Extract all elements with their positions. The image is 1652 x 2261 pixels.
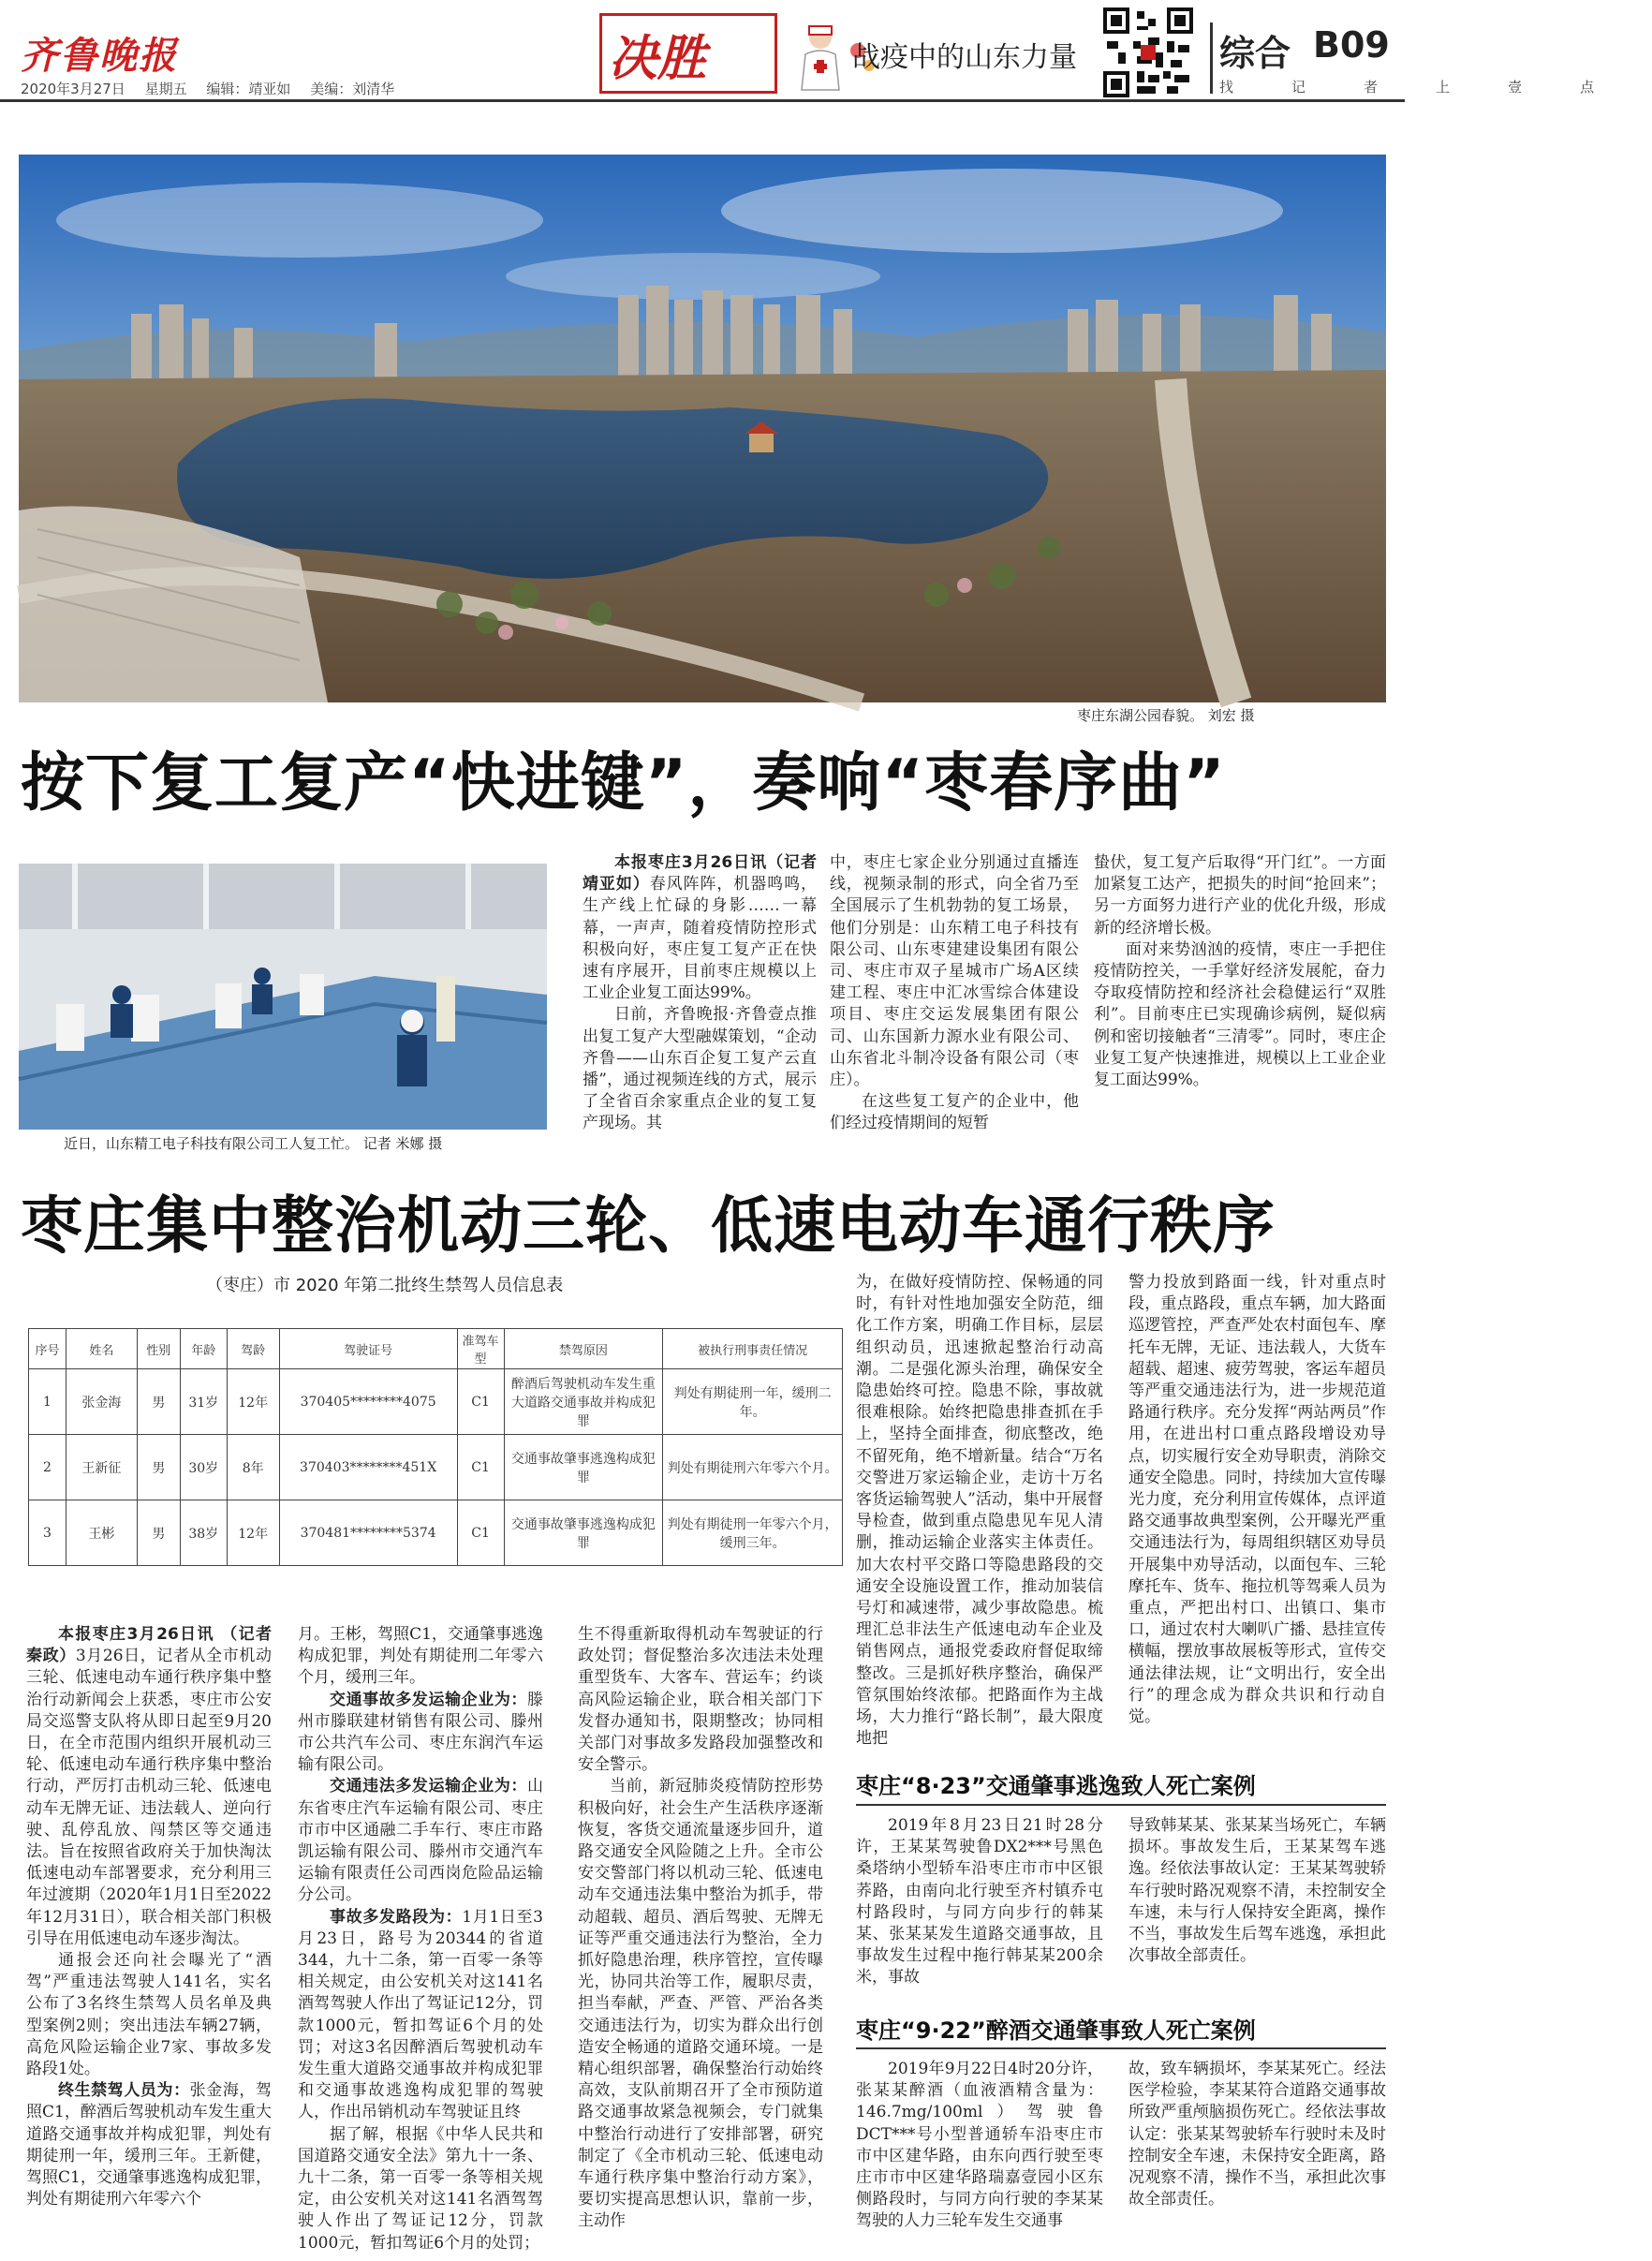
hero-caption: 枣庄东湖公园春貌。 刘宏 摄	[1077, 707, 1255, 724]
paragraph-text: 蛰伏，复工复产后取得“开门红”。一方面加紧复工达产，把损失的时间“抢回来”；另一方面努力进行产业的优化升级，形成新的经济增长极。	[1094, 853, 1386, 938]
paragraph-lead: 本报枣庄3月26日讯（记者 靖亚如）	[583, 853, 817, 894]
issue-weekday: 星期五	[144, 81, 187, 97]
case-1-title: 枣庄“8·23”交通肇事逃逸致人死亡案例	[856, 1773, 1256, 1799]
article-2-column-2	[298, 1624, 543, 2254]
section-divider	[1210, 22, 1213, 94]
masthead-rule	[0, 99, 1405, 102]
paragraph-lead: 交通事故多发运输企业为：	[330, 1690, 527, 1709]
paragraph	[26, 1624, 272, 1950]
table-cell: 王彬	[66, 1500, 137, 1566]
table-header-cell: 序号	[29, 1329, 66, 1369]
case-2-rule	[856, 2047, 1386, 2049]
table-header-cell: 驾龄	[227, 1329, 279, 1369]
paragraph	[578, 1624, 823, 1776]
table-header-cell: 年龄	[180, 1329, 227, 1369]
table-cell: 12年	[227, 1369, 279, 1435]
lake-park-image	[19, 155, 1386, 702]
article-1-column-3	[1094, 852, 1386, 1091]
paragraph-text: 春风阵阵，机器鸣鸣，生产线上忙碌的身影……一幕幕，一声声，随着疫情防控形式积极向好，枣庄复工复产正在快速有序展开，目前枣庄规模以上工业企业复工面达99%。	[583, 875, 818, 1003]
paragraph-lead: 终生禁驾人员为：	[58, 2081, 190, 2101]
case-2-left: 2019年9月22日4时20分许，张某某醉酒（血液酒精含量为：146.7mg/100ml）驾驶鲁DCT***号小型普通轿车沿枣庄市市中区建华路，由东向西行驶至枣庄市市中区建华路瑞嘉壹园小区东侧路段时，与同方向行驶的李某某驾驶的人力三轮车发生交通事	[856, 2060, 1103, 2231]
table-cell: 12年	[227, 1500, 279, 1566]
paragraph-text: 警力投放到路面一线，针对重点时段，重点路段，重点车辆，加大路面巡逻管控，严查严处农村面包车、摩托车无牌，无证、违法载人，大货车超载、超速、疲劳驾驶，客运车超员等严重交通违法行为，进一步规范道路通行秩序。充分发挥“两站两员”作用，在进出村口重点路段增设劝导点，切实履行安全劝导职责，消除交通安全隐患。同时，持续加大宣传曝光力度，充分利用宣传媒体，点评道路交通事故典型案例，公开曝光严重交通违法行为，每周组织辖区劝导员开展集中劝导活动，以面包车、三轮摩托车、货车、拖拉机等驾乘人员为重点，严把出村口、出镇口、集市口，通过农村大喇叭广播、悬挂宣传横幅，摆放事故展板等形式，宣传交通法律法规，让“文明出行，安全出行”的理念成为群众共识和行动自觉。	[1128, 1273, 1386, 1727]
factory-photo	[19, 864, 547, 1130]
article-1-column-2	[830, 852, 1079, 1135]
paragraph-text: 生不得重新取得机动车驾驶证的行政处罚；督促整治多次违法未处理重型货车、大客车、营运车；约谈高风险运输企业，联合相关部门下发督办通知书，限期整改；协同相关部门对事故多发路段加强整改和安全警示。	[578, 1625, 823, 1775]
article-2-headline: 枣庄集中整治机动三轮、低速电动车通行秩序	[21, 1190, 1276, 1262]
paragraph-text: 中，枣庄七家企业分别通过直播连线，视频录制的形式，向全省乃至全国展示了生机勃勃的复工场景，他们分别是：山东精工电子科技有限公司、山东枣建建设集团有限公司、枣庄市双子星城市广场A区续建工程、枣庄中汇冰雪综合体建设项目、枣庄交运发展集团有限公司、山东国新力源水业有限公司、山东省北斗制冷设备有限公司（枣庄）。	[830, 853, 1079, 1090]
paragraph	[1094, 852, 1386, 939]
paragraph	[1128, 1272, 1386, 1728]
section-slogan: 找 记 者 上 壹 点	[1219, 79, 1595, 96]
table-cell: 交通事故肇事逃逸构成犯罪	[504, 1500, 663, 1566]
table-cell: C1	[457, 1369, 504, 1435]
table-row	[29, 1500, 843, 1566]
table-row	[29, 1369, 843, 1435]
article-2-column-4	[856, 1272, 1103, 1750]
page-number: B09	[1313, 24, 1390, 66]
table-cell: 30岁	[180, 1435, 227, 1500]
table-cell: 张金海	[66, 1369, 137, 1435]
paragraph-text: 为，在做好疫情防控、保畅通的同时，有针对性地加强安全防范，细化工作方案，明确工作目标，层层组织动员，迅速掀起整治行动高潮。二是强化源头治理，确保安全隐患始终可控。隐患不除，事故就很难根除。始终把隐患排查抓在手上，坚持全面排查，彻底整改，绝不留死角，绝不增新量。结合“万名交警进万家运输企业，走访十万名客货运输驾驶人”活动，集中开展督导检查，做到重点隐患见车见人清删，推动运输企业落实主体责任。加大农村平交路口等隐患路段的交通安全设施设置工作，推动加装信号灯和减速带，减少事故隐患。梳理汇总非法生产低速电动车企业及销售网点，通报党委政府督促取缔整改。三是抓好秩序整治，确保严管氛围始终浓郁。把路面作为主战场，大力推行“路长制”，最大限度地把	[856, 1273, 1103, 1749]
article-1-column-1	[583, 852, 817, 1135]
paragraph	[298, 1776, 543, 1906]
banner-word: 决胜	[609, 30, 707, 87]
table-row	[29, 1435, 843, 1500]
banned-drivers-table	[28, 1328, 843, 1566]
paragraph-text: 在这些复工复产的企业中，他们经过疫情期间的短暂	[830, 1092, 1079, 1133]
table-cell: 31岁	[180, 1369, 227, 1435]
issue-meta	[21, 79, 409, 98]
case-1-left: 2019年8月23日21时28分许，王某某驾驶鲁DX2***号黑色桑塔纳小型轿车沿枣庄市市中区银荞路，由南向北行驶至齐村镇乔屯村路段时，与同方向步行的韩某某、张某某发生道路交通事故，且事故发生过程中拖行韩某某200余米，事故	[856, 1816, 1103, 1988]
newspaper-logo: 齐鲁晚报	[21, 34, 178, 78]
paragraph-text: 山东省枣庄汽车运输有限公司、枣庄市市中区通融二手车行、枣庄市路凯运输有限公司、滕州市交通汽车运输有限责任公司西岗危险品运输分公司。	[298, 1777, 543, 1905]
qr-code-icon	[1103, 7, 1193, 97]
paragraph	[298, 1907, 543, 2124]
paragraph-text: 据了解，根据《中华人民共和国道路交通安全法》第九十一条、九十二条，第一百零一条等相关规定，由公安机关对这141名酒驾驾驶人作出了驾证记12分，罚款1000元，暂扣驾证6个月的处罚；	[298, 2124, 543, 2253]
section-name: 综合	[1219, 33, 1291, 74]
table-cell: 男	[137, 1500, 180, 1566]
paragraph	[830, 852, 1079, 1091]
table-cell: 交通事故肇事逃逸构成犯罪	[504, 1435, 663, 1500]
paragraph-text: 3月26日，记者从全市机动三轮、低速电动车通行秩序集中整治行动新闻会上获悉，枣庄市公安局交巡警支队将从即日起至9月20日，在全市范围内组织开展机动三轮、低速电动车通行秩序集中整治行动，严厉打击机动三轮、低速电动车无牌无证、违法载人、逆向行驶、乱停乱放、闯禁区等交通违法。旨在按照省政府关于加快淘汰低速电动车部署要求，充分利用三年过渡期（2020年1月1日至2022年12月31日），联合相关部门积极引导在用低速电动车逐步淘汰。	[26, 1647, 273, 1948]
paragraph	[298, 1690, 543, 1777]
issue-date: 2020年3月27日	[21, 81, 125, 97]
paragraph-text: 1月1日至3月23日，路号为20344的省道344，九十二条，第一百零一条等相关规定，由公安机关对这141名酒驾驾驶人作出了驾证记12分，罚款1000元，暂扣驾证6个月的处罚；对这3名因醉酒后驾驶机动车发生重大道路交通事故并构成犯罪和交通事故逃逸构成犯罪的驾驶人，作出吊销机动车驾驶证且终	[298, 1907, 544, 2122]
paragraph	[298, 1624, 543, 1690]
table-header-cell: 禁驾原因	[504, 1329, 663, 1369]
paragraph	[1094, 939, 1386, 1091]
paragraph	[26, 2080, 272, 2210]
case-2-title: 枣庄“9·22”醉酒交通肇事致人死亡案例	[856, 2017, 1256, 2044]
case-1-right: 导致韩某某、张某某当场死亡，车辆损坏。事故发生后，王某某驾车逃逸。经依法事故认定：王某某驾驶轿车行驶时路况观察不清，未控制安全车速，未与行人保持安全距离，操作不当，事故发生后驾车逃逸，承担此次事故全部责任。	[1128, 1816, 1386, 1966]
paragraph	[26, 1950, 272, 2080]
table-cell: 王新征	[66, 1435, 137, 1500]
paragraph	[298, 2124, 543, 2254]
table-cell: 370403********451X	[279, 1435, 457, 1500]
article-2-column-1	[26, 1624, 272, 2210]
masthead	[0, 0, 1595, 103]
editor-credit: 编辑：靖亚如	[206, 81, 291, 97]
section-box	[1210, 17, 1595, 99]
article-2-column-5	[1128, 1272, 1386, 1728]
table-header-cell: 被执行刑事责任情况	[663, 1329, 843, 1369]
paragraph-text: 日前，齐鲁晚报·齐鲁壹点推出复工复产大型融媒策划，“企动齐鲁——山东百企复工复产云直播”，通过视频连线的方式，展示了全省百余家重点企业的复工复产现场。其	[583, 1005, 817, 1133]
table-header-cell: 性别	[137, 1329, 180, 1369]
paragraph	[830, 1091, 1079, 1134]
paragraph-text: 张金海，驾照C1，醉酒后驾驶机动车发生重大道路交通事故并构成犯罪，判处有期徒刑一年，缓刑三年。王新健，驾照C1，交通肇事逃逸构成犯罪，判处有期徒刑六年零六个	[26, 2081, 273, 2209]
article-1-headline: 按下复工复产“快进键”，奏响“枣春序曲”	[21, 746, 1226, 820]
table-cell: 判处有期徒刑一年零六个月，缓刑三年。	[663, 1500, 843, 1566]
table-cell: 370405********4075	[279, 1369, 457, 1435]
paragraph-lead: 交通违法多发运输企业为：	[330, 1777, 527, 1796]
paragraph-text: 当前，新冠肺炎疫情防控形势积极向好，社会生产生活秩序逐渐恢复，客货交通流量逐步回升，道路交通安全风险随之上升。全市公安交警部门将以机动三轮、低速电动车交通违法集中整治为抓手，带动超载、超员、酒后驾驶、无牌无证等严重交通违法行为整治，全力抓好隐患治理，秩序管控，宣传曝光，协同共治等工作，履职尽责，担当奉献，严查、严管、严治各类交通违法行为，切实为群众出行创造安全畅通的道路交通环境。一是精心组织部署，确保整治行动始终高效，支队前期召开了全市预防道路交通事故紧急视频会，专门就集中整治行动进行了安排部署，研究制定了《全市机动三轮、低速电动车通行秩序集中整治行动方案》，要切实提高思想认识，靠前一步，主动作	[578, 1777, 823, 2231]
table-header-cell: 驾驶证号	[279, 1329, 457, 1369]
table-cell: 男	[137, 1369, 180, 1435]
paragraph	[583, 852, 817, 1004]
table-title: （枣庄）市 2020 年第二批终生禁驾人员信息表	[206, 1276, 564, 1295]
table-cell: 38岁	[180, 1500, 227, 1566]
paragraph-text: 月。王彬，驾照C1，交通肇事逃逸构成犯罪，判处有期徒刑二年零六个月，缓刑三年。	[298, 1625, 543, 1688]
table-header-cell: 姓名	[66, 1329, 137, 1369]
table-cell: C1	[457, 1500, 504, 1566]
table-cell: 8年	[227, 1435, 279, 1500]
table-cell: C1	[457, 1435, 504, 1500]
table-cell: 醉酒后驾驶机动车发生重大道路交通事故并构成犯罪	[504, 1369, 663, 1435]
table-cell: 判处有期徒刑六年零六个月。	[663, 1435, 843, 1500]
paragraph	[578, 1776, 823, 2232]
feature-banner	[599, 13, 1086, 94]
case-1-rule	[856, 1804, 1386, 1806]
table-cell: 3	[29, 1500, 66, 1566]
table-header-cell: 准驾车型	[457, 1329, 504, 1369]
factory-photo-caption: 近日，山东精工电子科技有限公司工人复工忙。 记者 米娜 摄	[64, 1135, 443, 1152]
paragraph	[583, 1004, 817, 1134]
designer-credit: 美编：刘清华	[310, 81, 395, 97]
table-cell: 1	[29, 1369, 66, 1435]
paragraph-text: 面对来势汹汹的疫情，枣庄一手把住疫情防控关，一手掌好经济发展舵，奋力夺取疫情防控和经济社会稳健运行“双胜利”。目前枣庄已实现确诊病例，疑似病例和密切接触者“三清零”。同时，枣庄企业复工复产快速推进，规模以上工业企业复工面达99%。	[1094, 939, 1386, 1090]
table-cell: 判处有期徒刑一年，缓刑二年。	[663, 1369, 843, 1435]
table-cell: 男	[137, 1435, 180, 1500]
factory-image	[19, 864, 547, 1130]
hero-photo	[19, 155, 1386, 702]
paragraph-text: 通报会还向社会曝光了“酒驾”严重违法驾驶人141名，实名公布了3名终生禁驾人员名单及典型案例2则；突出违法车辆27辆，高危风险运输企业7家、事故多发路段1处。	[26, 1951, 272, 2079]
table-cell: 2	[29, 1435, 66, 1500]
article-2-column-3	[578, 1624, 823, 2233]
paragraph-text: 滕州市滕联建材销售有限公司、滕州市公共汽车公司、枣庄东润汽车运输有限公司。	[298, 1690, 543, 1775]
paragraph-lead: 本报枣庄3月26日讯 （记者 秦政）	[26, 1625, 272, 1666]
table-cell: 370481********5374	[279, 1500, 457, 1566]
paragraph	[856, 1272, 1103, 1750]
paragraph-lead: 事故多发路段为：	[330, 1907, 463, 1927]
banner-subtitle: 战疫中的山东力量	[852, 41, 1077, 74]
case-2-right: 故，致车辆损坏，李某某死亡。经法医学检验，李某某符合道路交通事故所致严重颅脑损伤死亡。经依法事故认定：张某某驾驶轿车行驶时未及时控制安全车速，未保持安全距离，路况观察不清，操作不当，承担此次事故全部责任。	[1128, 2060, 1386, 2209]
